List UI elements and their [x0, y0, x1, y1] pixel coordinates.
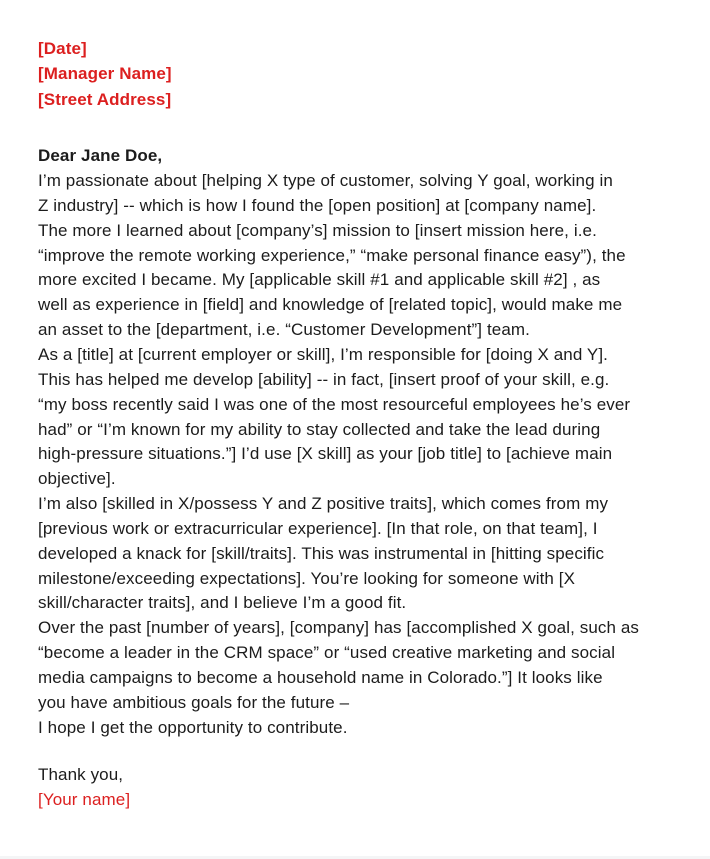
body-text-line: more excited I became. My [applicable skill #1 and applicable skill #2] , as	[38, 270, 601, 290]
blank-line	[38, 112, 680, 144]
body-text-line: I’m also [skilled in X/possess Y and Z positive traits], which comes from my	[38, 494, 609, 514]
body-text-line: This has helped me develop [ability] -- in fact, [insert proof of your skill, e.g.	[38, 369, 610, 389]
letter-body	[38, 144, 680, 740]
body-text-line: Z industry] -- which is how I found the [open position] at [company name].	[38, 195, 597, 215]
body-text-line: As a [title] at [current employer or skill], I’m responsible for [doing X and Y].	[38, 344, 608, 364]
closing-line: Thank you,	[38, 765, 124, 785]
blank-line	[38, 740, 680, 763]
greeting-line: Dear Jane Doe,	[38, 146, 163, 166]
body-text-line: an asset to the [department, i.e. “Customer Development”] team.	[38, 320, 530, 340]
body-text-line: The more I learned about [company’s] mission to [insert mission here, i.e.	[38, 220, 597, 240]
body-text-line: well as experience in [field] and knowledge of [related topic], would make me	[38, 295, 623, 315]
body-text-line: media campaigns to become a household name in Colorado.”] It looks like	[38, 667, 603, 687]
signature-placeholder-line: [Your name]	[38, 790, 131, 810]
body-paragraphs	[38, 169, 680, 740]
recipient-placeholder-line: [Date]	[38, 39, 87, 58]
recipient-address-block	[38, 36, 680, 112]
body-text-line: Over the past [number of years], [company] has [accomplished X goal, such as	[38, 618, 640, 638]
body-text-line: I’m passionate about [helping X type of customer, solving Y goal, working in	[38, 171, 613, 191]
body-text-line: [previous work or extracurricular experience]. [In that role, on that team], I	[38, 518, 598, 538]
body-text-line: “improve the remote working experience,” “make personal finance easy”), the	[38, 245, 626, 265]
body-text-line: “my boss recently said I was one of the most resourceful employees he’s ever	[38, 394, 631, 414]
recipient-placeholder-line: [Street Address]	[38, 89, 172, 109]
body-text-line: I hope I get the opportunity to contribute.	[38, 717, 348, 737]
body-text-line: had” or “I’m known for my ability to stay collected and take the lead during	[38, 419, 601, 439]
body-text-line: you have ambitious goals for the future –	[38, 692, 350, 712]
body-text-line: objective].	[38, 469, 116, 489]
body-text-line: milestone/exceeding expectations]. You’re looking for someone with [X	[38, 568, 576, 588]
body-text-line: “become a leader in the CRM space” or “used creative marketing and social	[38, 643, 616, 663]
closing-block	[38, 763, 680, 813]
recipient-placeholder-line: [Manager Name]	[38, 64, 172, 84]
body-text-line: skill/character traits], and I believe I’m a good fit.	[38, 593, 407, 613]
body-text-line: developed a knack for [skill/traits]. This was instrumental in [hitting specific	[38, 543, 605, 563]
body-text-line: high-pressure situations.”] I’d use [X skill] as your [job title] to [achieve main	[38, 444, 613, 464]
